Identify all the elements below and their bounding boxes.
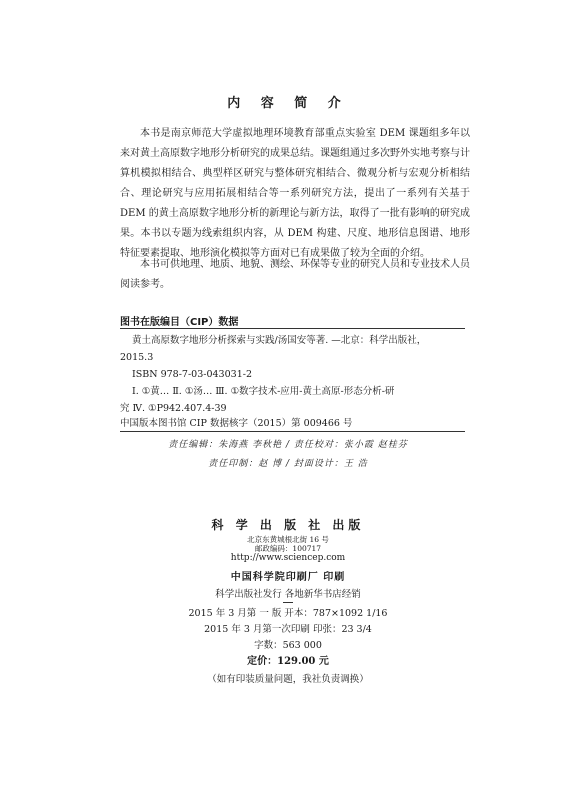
credits-print: 责任印制：赵 博 / 封面设计：王 浩 <box>208 459 368 469</box>
cip-title-line-2: 2015.3 <box>120 352 154 363</box>
intro-paragraph-2 <box>120 255 470 295</box>
intro-paragraph-1 <box>120 124 470 264</box>
intro-paragraph-2-text: 本书可供地理、地质、地貌、测绘、环保等专业的研究人员和专业技术人员阅读参考。 <box>120 259 470 290</box>
short-divider <box>283 602 293 603</box>
cip-record-number: 中国版本图书馆 CIP 数据核字（2015）第 009466 号 <box>120 418 353 429</box>
printer-name: 中国科学院印刷厂 印刷 <box>230 572 346 583</box>
cip-classification-2: 究 Ⅳ. ①P942.407.4-39 <box>120 403 227 414</box>
cip-heading: 图书在版编目（CIP）数据 <box>120 317 239 328</box>
cip-classification: Ⅰ. ①黄… Ⅱ. ①汤… Ⅲ. ①数字技术-应用-黄土高原-形态分析-研 <box>132 386 395 397</box>
cip-divider-top <box>120 328 465 329</box>
publisher-name: 科 学 出 版 社 出版 <box>211 518 365 532</box>
publisher-address: 北京东黄城根北街 16 号 <box>247 535 329 544</box>
distribution: 科学出版社发行 各地新华书店经销 <box>215 589 361 600</box>
cip-isbn: ISBN 978-7-03-043031-2 <box>132 369 252 380</box>
spec-printing: 2015 年 3 月第一次印刷 印张：23 3/4 <box>204 624 372 635</box>
spec-note: （如有印装质量问题，我社负责调换） <box>207 674 369 685</box>
intro-paragraph-1-text: 本书是南京师范大学虚拟地理环境教育部重点实验室 DEM 课题组多年以来对黄土高原数字地形分析研究的成果总结。课题组通过多次野外实地考察与计算机模拟相结合、典型样区研究与整体研究相结合、微观分析与宏观分析相结合、理论研究与应用拓展相结合等一系列研究方法，提出了一系列有关基于 DEM 的黄土高原数字地形分析的新理论与新方法，取得了一批有影响的研究成果。本书以专题为线索组织内容，从 DEM 构建、尺度、地形信息图谱、地形特征要素提取、地形演化模拟等方面对已有成果做了较为全面的介绍。 <box>120 128 470 259</box>
spec-price: 定价：129.00 元 <box>247 656 329 667</box>
intro-title: 内 容 简 介 <box>227 96 349 111</box>
publisher-url: http://www.sciencep.com <box>230 553 346 563</box>
cip-entry <box>120 332 465 417</box>
spec-words: 字数：563 000 <box>254 640 322 651</box>
publisher-postcode: 邮政编码：100717 <box>254 544 322 553</box>
cip-divider-bottom <box>120 431 465 432</box>
credits-editors: 责任编辑：朱海燕 李秋艳 / 责任校对：张小霞 赵桂芬 <box>168 440 408 450</box>
spec-edition: 2015 年 3 月第 一 版 开本：787×1092 1/16 <box>188 608 388 619</box>
cip-title-line: 黄土高原数字地形分析探索与实践/汤国安等著. —北京：科学出版社， <box>132 335 427 346</box>
